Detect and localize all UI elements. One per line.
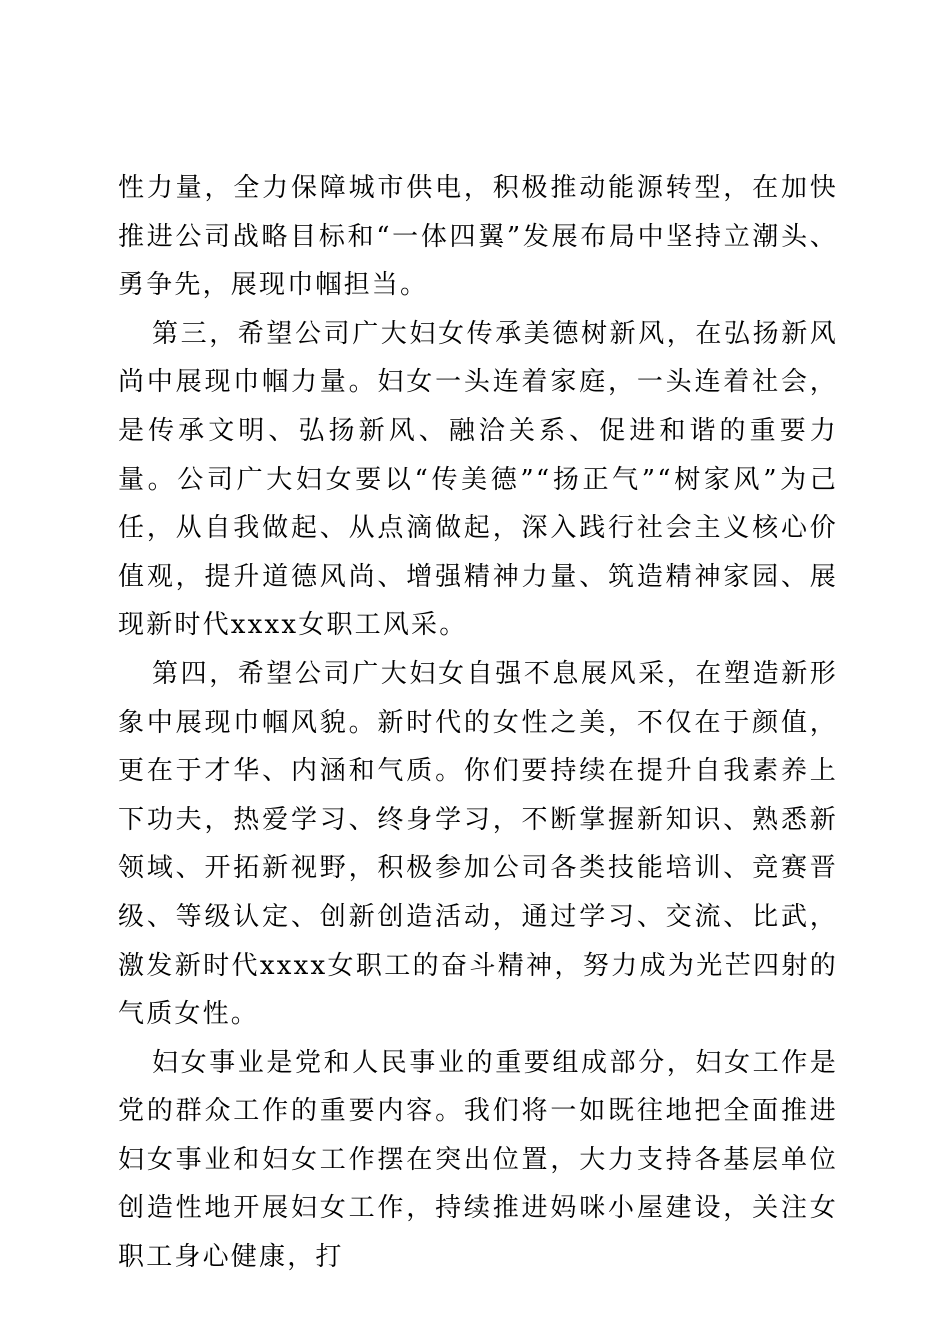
paragraph-third-point: 第三，希望公司广大妇女传承美德树新风，在弘扬新风尚中展现巾帼力量。妇女一头连着家庭，一头连着社会，是传承文明、弘扬新风、融洽关系、促进和谐的重要力量。公司广大妇女要以“传美德”“扬正气”“树家风”为己任，从自我做起、从点滴做起，深入践行社会主义核心价值观，提升道德风尚、增强精神力量、筑造精神家园、展现新时代xxxx女职工风采。 [118, 318, 838, 641]
document-body [118, 164, 838, 1282]
paragraph-continuation: 性力量，全力保障城市供电，积极推动能源转型，在加快推进公司战略目标和“一体四翼”发展布局中坚持立潮头、勇争先，展现巾帼担当。 [118, 173, 838, 301]
paragraph-conclusion: 妇女事业是党和人民事业的重要组成部分，妇女工作是党的群众工作的重要内容。我们将一如既往地把全面推进妇女事业和妇女工作摆在突出位置，大力支持各基层单位创造性地开展妇女工作，持续推进妈咪小屋建设，关注女职工身心健康，打 [118, 1047, 838, 1273]
paragraph-fourth-point: 第四，希望公司广大妇女自强不息展风采，在塑造新形象中展现巾帼风貌。新时代的女性之美，不仅在于颜值，更在于才华、内涵和气质。你们要持续在提升自我素养上下功夫，热爱学习、终身学习，不断掌握新知识、熟悉新领域、开拓新视野，积极参加公司各类技能培训、竞赛晋级、等级认定、创新创造活动，通过学习、交流、比武，激发新时代xxxx女职工的奋斗精神，努力成为光芒四射的气质女性。 [118, 658, 838, 1030]
